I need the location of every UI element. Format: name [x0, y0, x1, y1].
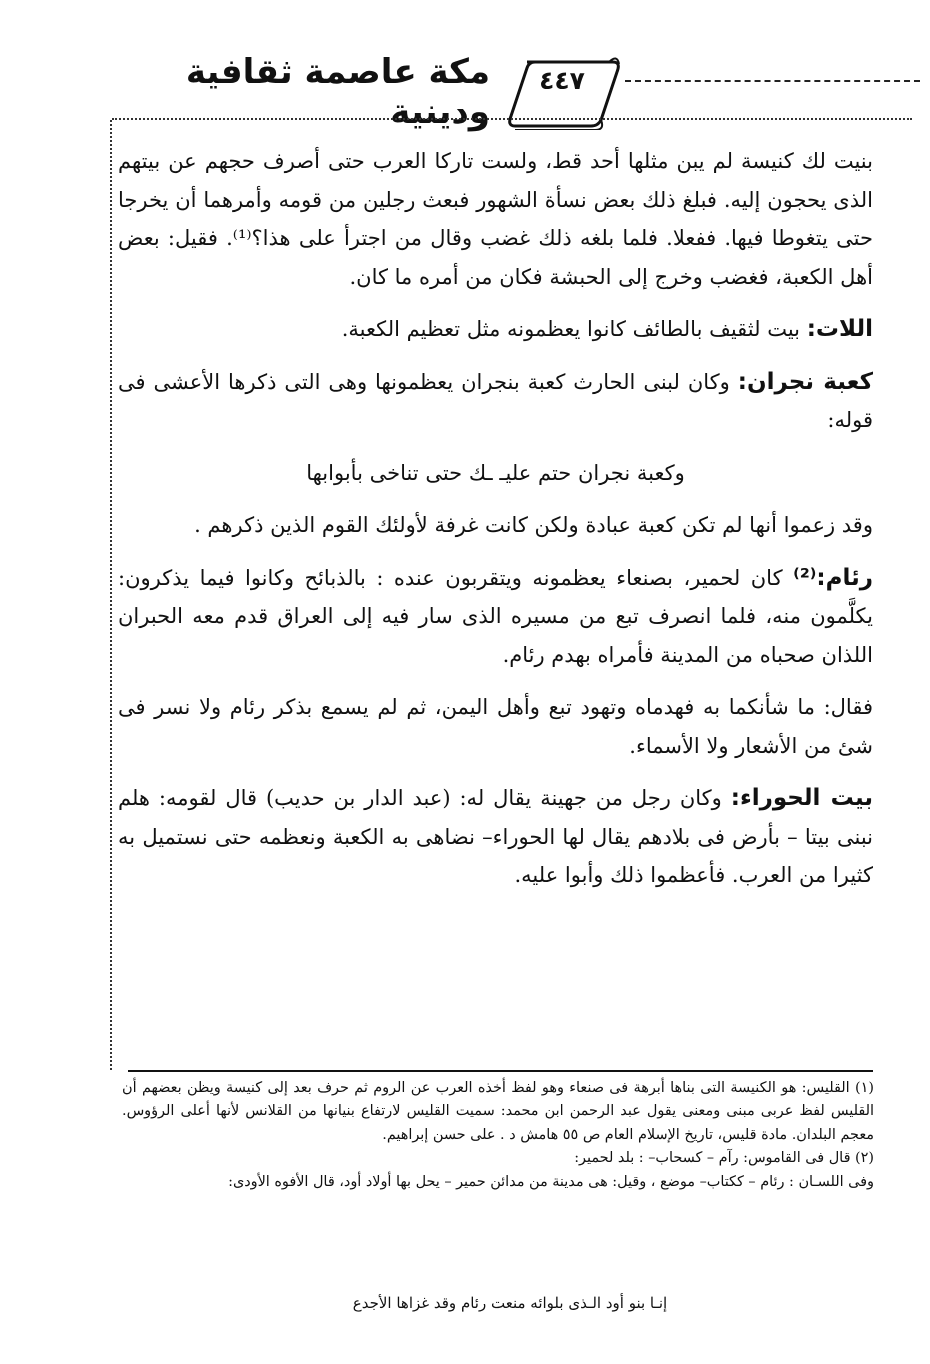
- paragraph-text: بيت لثقيف بالطائف كانوا يعظمونه مثل تعظيم الكعبة.: [341, 317, 801, 341]
- poetry-verse: وكعبة نجران حتم عليـ ـك حتى تناخى بأبوابها: [306, 460, 685, 485]
- term-heading: اللات:: [806, 316, 873, 342]
- paragraph-bayt-alhawra: [118, 779, 873, 895]
- footnote-2-continued: وفى اللسـان : رئام – ككتاب– موضع ، وقيل: هى مدينة من مدائن حمير – يحل بها أولاد أود، قال الأفوه الأودى:: [228, 1173, 874, 1190]
- term-heading: بيت الحوراء:: [730, 785, 873, 811]
- footnotes: [122, 1077, 874, 1194]
- footnote-divider: [128, 1070, 873, 1072]
- running-title: مكة عاصمة ثقافية ودينية: [185, 52, 490, 132]
- footnote-2: (٢) قال فى القاموس: رآم – كسحاب– : بلد لحمير:: [574, 1150, 874, 1167]
- footnote-verse: إنـا بنو أود الـذى بلوائه منعت رئام وقد غزاها الأجدع: [352, 1294, 668, 1312]
- paragraph-kaaba-najran: [118, 363, 873, 440]
- page-number: ٤٤٧: [539, 66, 585, 95]
- paragraph-riam: [118, 559, 873, 675]
- header-rule: [625, 80, 920, 82]
- footnote-1: (١) القليس: هو الكنيسة التى بناها أبرهة فى صنعاء وهو لفظ أخذه العرب عن الروم ثم حرف بعد إلى كنيسة ويظن بعضهم أن القليس لفظ عربى مبنى ومعنى يقول عبد الرحمن ابن محمد: سميت القليس لارتفاع بنيانها من القلانس لأنها أعلى الرؤوس. معجم البلدان. مادة قليس، تاريخ الإسلام العام ص ٥٥ هامش د . على حسن إبراهيم.: [122, 1080, 874, 1143]
- paragraph: بنيت لك كنيسة لم يبن مثلها أحد قط، ولست تاركا العرب حتى أصرف حجهم عن بيتهم الذى يحجون إليه. فبلغ ذلك بعض نسأة الشهور فبعث رجلين من قومه وأمرهما أن يخرجا حتى يتغوطا فيها. ففعلا. فلما بلغه ذلك غضب وقال من اجترأ على هذا؟⁽¹⁾. فقيل: بعض أهل الكعبة، فغضب وخرج إلى الحبشة فكان من أمره ما كان.: [118, 149, 873, 289]
- paragraph-text: وكان رجل من جهينة يقال له: (عبد الدار بن حديب) قال لقومه: هلم نبنى بيتا – بأرض فى بلادهم يقال لها الحوراء– نضاهى به الكعبة ونعظمه حتى نستميل به كثيرا من العرب. فأعظموا ذلك وأبوا عليه.: [118, 786, 873, 887]
- paragraph-text: كان لحمير، بصنعاء يعظمونه ويتقربون عنده : بالذبائح وكانوا فيما يذكرون: يكلَّمون منه، فلما انصرف تبع من مسيره الذى سار فيه إلى العراق قدم معه الحبران اللذان صحباه من المدينة فأمراه بهدم رئام.: [118, 565, 873, 667]
- frame-left-border: [110, 120, 112, 1070]
- paragraph-text: وكان لبنى الحارث كعبة بنجران يعظمونها وهى التى ذكرها الأعشى فى قوله:: [118, 369, 873, 432]
- term-heading: رئام:⁽²⁾: [793, 564, 873, 591]
- paragraph: فقال: ما شأنكما به فهدماه وتهود تبع وأهل اليمن، ثم لم يسمع بذكر رئام ولا نسر فى شئ من الأشعار ولا الأسماء.: [118, 695, 873, 758]
- paragraph-allat: [118, 310, 873, 349]
- paragraph: وقد زعموا أنها لم تكن كعبة عبادة ولكن كانت غرفة لأولئك القوم الذين ذكرهم .: [194, 513, 873, 537]
- frame-top-border: [112, 118, 912, 120]
- main-text: [118, 142, 873, 895]
- term-heading: كعبة نجران:: [737, 368, 873, 395]
